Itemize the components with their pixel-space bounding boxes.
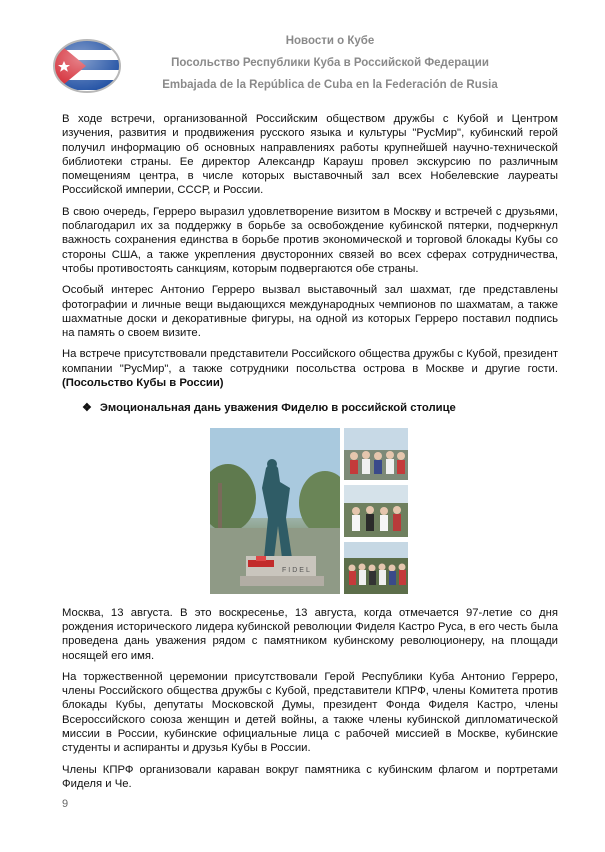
subheading-text: Эмоциональная дань уважения Фиделю в российской столице bbox=[99, 402, 456, 415]
paragraph: В свою очередь, Герреро выразил удовлетворение визитом в Москву и встречей с друзьями, поблагодарил их за поддержку в борьбе за освобождение кубинской пятерки, подчеркнул важность сохранения единства в борьбе против экономической и торговой блокады Кубы со стороны США, а также укрепления двусторонних связей во всех сферах сотрудничества, чтобы противостоять санкциям, которым подвергаются обе страны. bbox=[62, 205, 558, 275]
group-photo-1 bbox=[344, 428, 408, 480]
header-title: Новости о Кубе bbox=[285, 35, 375, 47]
paragraph bbox=[62, 347, 558, 390]
paragraph: Члены КПРФ организовали караван вокруг памятника с кубинским флагом и портретами Фиделя и Че. bbox=[62, 763, 558, 790]
photo-collage bbox=[210, 428, 408, 594]
header-embassy-es: Embajada de la República de Cuba en la Federación de Rusia bbox=[162, 79, 498, 91]
source-attribution: (Посольство Кубы в России) bbox=[62, 377, 224, 390]
paragraph-text: На встрече присутствовали представители Российского общества дружбы с Кубой, президент компании "РусМир", а также сотрудники посольства острова в Москве и другие гости. bbox=[62, 348, 558, 375]
header-embassy-ru: Посольство Республики Куба в Российской Федерации bbox=[171, 57, 489, 69]
diamond-bullet-icon: ❖ bbox=[82, 402, 92, 415]
section-subheading bbox=[82, 401, 558, 415]
paragraph: Москва, 13 августа. В это воскресенье, 13 августа, когда отмечается 97-летие со дня рождения исторического лидера кубинской революции Фиделя Кастро Руса, в его честь была проведена дань уважения рядом с памятником кубинскому революционеру, на площади носящей его имя. bbox=[62, 606, 558, 662]
paragraph: В ходе встречи, организованной Российским обществом дружбы с Кубой и Центром изучения, развития и продвижения русского языка и культуры "РусМир", кубинский герой получил информацию об основных направлениях работы крупнейшей научно-технической библиотеки страны. Ее директор Александр Карауш провел экскурсию по различным помещениям центра, в числе которых выставочный зал всех Нобелевские лауреаты Российской империи, СССР, и России. bbox=[62, 113, 558, 197]
cuban-flag-logo bbox=[52, 38, 122, 94]
page-number: 9 bbox=[62, 798, 69, 810]
page-header bbox=[120, 30, 540, 96]
article-body bbox=[62, 112, 558, 798]
paragraph: На торжественной церемонии присутствовали Герой Республики Куба Антонио Герреро, члены Российского общества дружбы с Кубой, представители КПРФ, члены Комитета против блокады Кубы, депутаты Московской Думы, президент Фонда Фиделя Кастро, члены Всероссийского союза женщин и детей войны, а также члены кубинской дипломатической миссии в России, кубинские официальные лица с рабочей миссией в Москве, кубинские студенты и аспиранты и друзья Кубы в России. bbox=[62, 670, 558, 755]
group-photo-2 bbox=[344, 485, 408, 537]
paragraph: Особый интерес Антонио Герреро вызвал выставочный зал шахмат, где представлены фотографии и личные вещи выдающихся международных чемпионов по шахматам, а также шахматные доски и декоративные фигуры, на одной из которых Герреро поставил подпись на память о своем визите. bbox=[62, 284, 558, 340]
fidel-monument-photo bbox=[210, 428, 340, 594]
group-photo-3 bbox=[344, 542, 408, 594]
monument-sign: FIDEL bbox=[282, 566, 312, 574]
